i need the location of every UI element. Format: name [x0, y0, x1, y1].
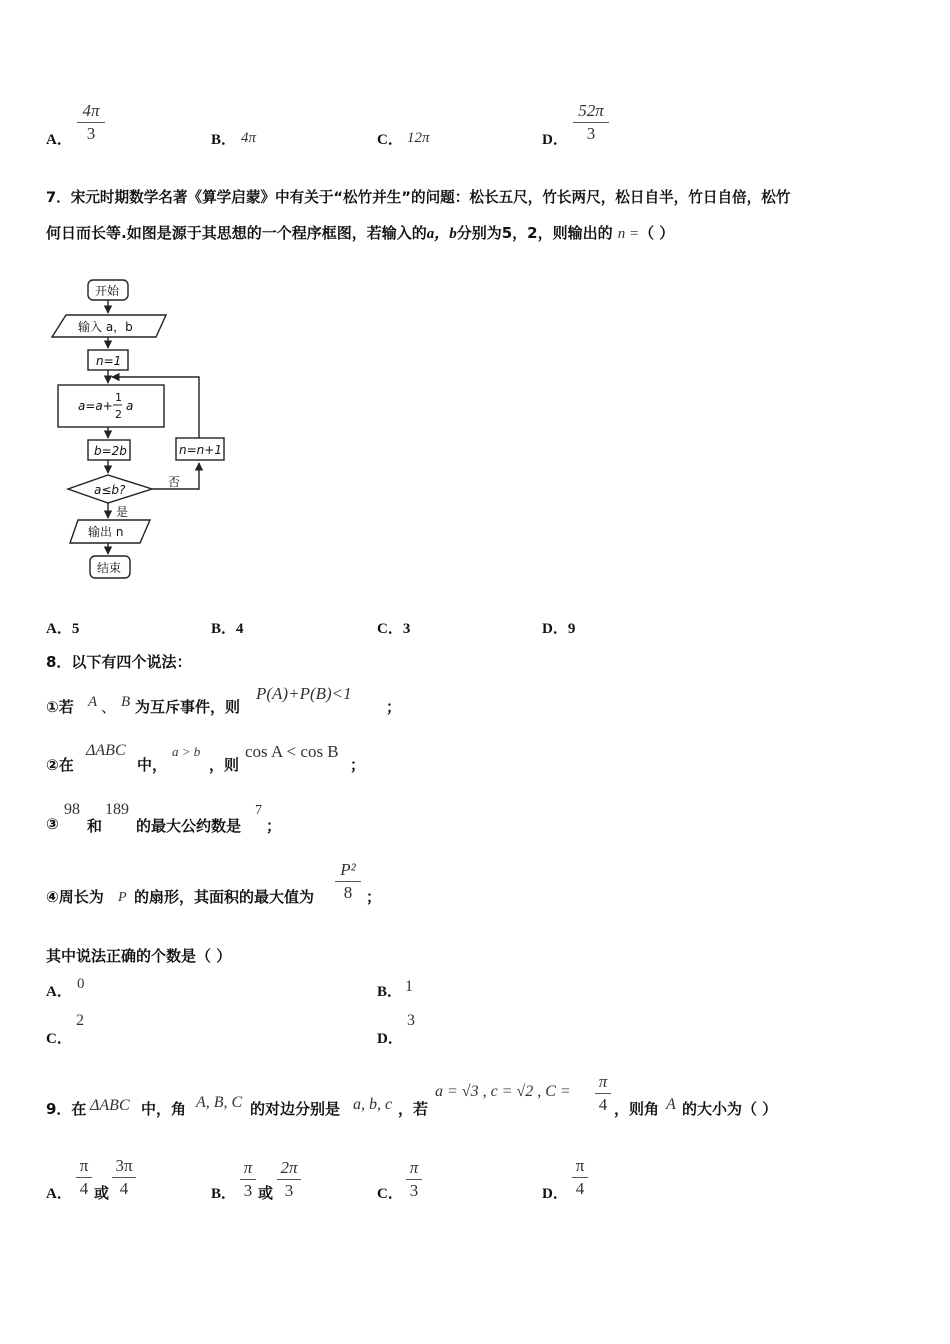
q9-stem-fraction: π 4 — [595, 1072, 611, 1115]
flow-step-b-text: b=2b — [94, 444, 127, 458]
q9-option-c-frac: π 3 — [406, 1158, 422, 1201]
q8-option-a-value: 0 — [77, 976, 85, 992]
q8-statement-4: ④周长为 P 的扇形，其面积的最大值为 P² 8 ； — [46, 860, 382, 906]
q9-option-b-frac2: 2π 3 — [277, 1158, 301, 1201]
q9-option-b-label[interactable]: B． — [211, 1186, 237, 1202]
q9-option-a-frac2: 3π 4 — [112, 1156, 136, 1199]
q9-stem: 9．在 ΔABC 中，角 A, B, C 的对边分别是 a, b, c ，若 a = √3 , c = √2 , C = π 4 ，则角 A 的大小为（ ） — [46, 1072, 778, 1118]
flow-step-a-right: a — [126, 399, 134, 413]
flow-yes-label: 是 — [116, 505, 129, 519]
flow-step-a-den: 2 — [115, 408, 122, 421]
flow-end-text: 结束 — [97, 561, 122, 575]
q6-option-c-value: 12π — [407, 130, 430, 146]
q7-option-b[interactable]: B．4 — [211, 621, 244, 637]
flow-condition-text: a≤b? — [94, 483, 126, 497]
flow-increment-text: n=n+1 — [179, 443, 222, 457]
q9-option-a-frac1: π 4 — [76, 1156, 92, 1199]
flow-step-a-left: a=a+ — [78, 399, 113, 413]
flow-init-text: n=1 — [96, 354, 122, 368]
q9-option-d-label[interactable]: D． — [542, 1186, 568, 1202]
q7-flowchart — [40, 270, 250, 590]
q7-option-c[interactable]: C．3 — [377, 621, 411, 637]
q7-option-d[interactable]: D．9 — [542, 621, 576, 637]
q9-option-c-label[interactable]: C． — [377, 1186, 403, 1202]
q8-option-d-label[interactable]: D． — [377, 1031, 403, 1047]
q9-option-a-label[interactable]: A． — [46, 1186, 72, 1202]
flow-output-text: 输出 n — [88, 525, 124, 539]
q8-intro: 8．以下有四个说法： — [46, 653, 192, 671]
q7-line1: 7．宋元时期数学名著《算学启蒙》中有关于“松竹并生”的问题：松长五尺，竹长两尺，松日自半，竹日自倍，松竹 — [46, 189, 791, 206]
q6-option-a-fraction: 4π 3 — [77, 101, 105, 144]
q8-option-c-label[interactable]: C． — [46, 1031, 72, 1047]
q6-option-a-label[interactable]: A． — [46, 132, 72, 148]
q8-option-d-value: 3 — [407, 1012, 415, 1029]
q8-option-c-value: 2 — [76, 1012, 84, 1029]
q6-option-d-fraction: 52π 3 — [573, 101, 609, 144]
q6-option-b-value: 4π — [241, 130, 257, 146]
q8-option-b-label[interactable]: B． — [377, 984, 403, 1000]
flow-step-a-num: 1 — [115, 391, 122, 404]
q8-option-b-value: 1 — [405, 978, 413, 995]
q9-option-b-or: 或 — [258, 1184, 274, 1202]
q8-question: 其中说法正确的个数是（ ） — [46, 947, 232, 965]
flow-input-text: 输入 a，b — [78, 320, 133, 334]
q8-option-a-label[interactable]: A． — [46, 984, 72, 1000]
q7-line2: 何日而长等.如图是源于其思想的一个程序框图，若输入的a，b分别为5，2，则输出的 n =（ ） — [46, 224, 675, 242]
q7-option-a[interactable]: A．5 — [46, 621, 80, 637]
q8-s4-fraction: P² 8 — [335, 860, 361, 903]
flow-start-text: 开始 — [95, 284, 120, 298]
q9-option-d-frac: π 4 — [572, 1156, 588, 1199]
q9-option-a-or: 或 — [94, 1184, 110, 1202]
q6-option-d-label[interactable]: D． — [542, 132, 568, 148]
q9-option-b-frac1: π 3 — [240, 1158, 256, 1201]
q6-option-c-label[interactable]: C． — [377, 132, 403, 148]
q6-option-b-label[interactable]: B． — [211, 132, 237, 148]
flow-no-label: 否 — [168, 475, 181, 489]
